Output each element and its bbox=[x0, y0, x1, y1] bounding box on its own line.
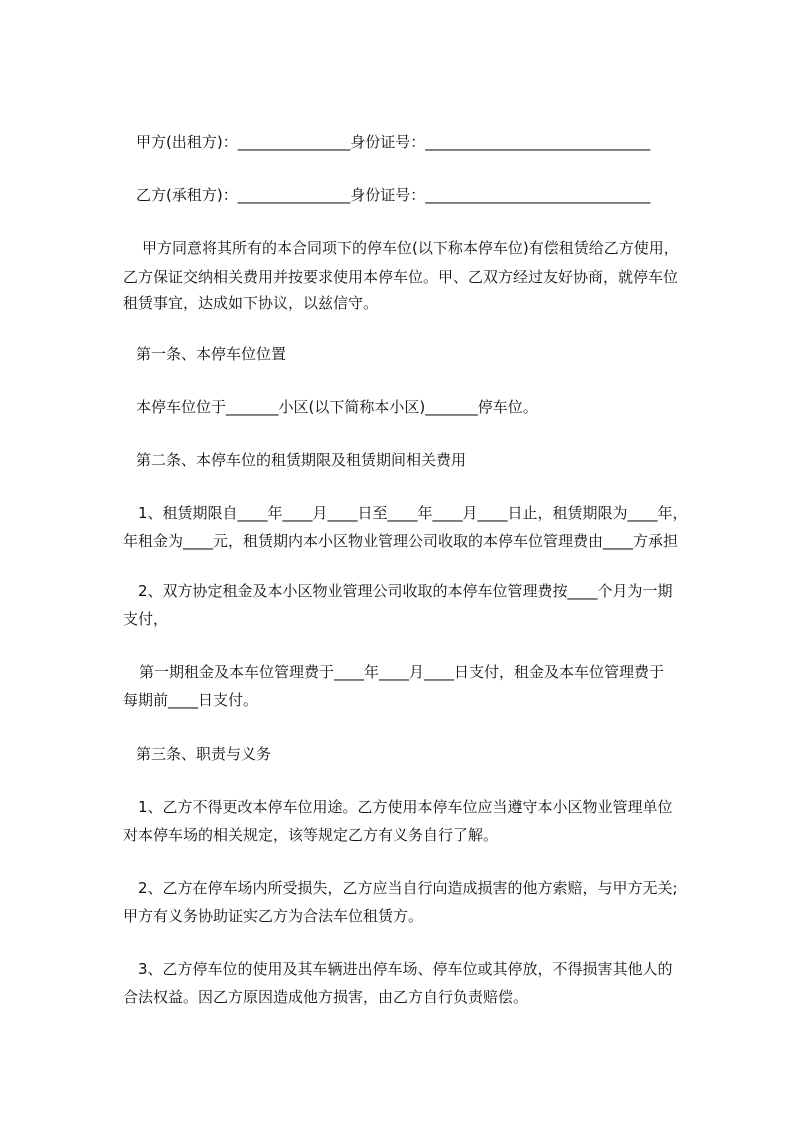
article2-item1-line-2: 年租金为____元，租赁期内本小区物业管理公司收取的本停车位管理费由____方承担 bbox=[123, 532, 679, 550]
article3-item3-line-1: 3、乙方停车位的使用及其车辆进出停车场、停车位或其停放，不得损害其他人的 bbox=[138, 960, 673, 978]
article2-item3-line-1: 第一期租金及本车位管理费于____年____月____日支付，租金及本车位管理费于 bbox=[139, 663, 665, 681]
article3-item3-line-2: 合法权益。因乙方原因造成他方损害，由乙方自行负责赔偿。 bbox=[123, 988, 529, 1006]
party-a-line: 甲方(出租方)：_______________身份证号：______________________________ bbox=[136, 133, 651, 151]
article3-title: 第三条、职责与义务 bbox=[136, 745, 272, 763]
preamble-line-3: 租赁事宜，达成如下协议，以兹信守。 bbox=[123, 294, 379, 312]
article2-item3-line-2: 每期前____日支付。 bbox=[123, 691, 259, 709]
article3-item2-line-2: 甲方有义务协助证实乙方为合法车位租赁方。 bbox=[123, 907, 424, 925]
preamble-line-1: 甲方同意将其所有的本合同项下的停车位(以下称本停车位)有偿租赁给乙方使用， bbox=[142, 239, 679, 257]
party-b-line: 乙方(承租方)：_______________身份证号：______________________________ bbox=[136, 186, 651, 204]
article1-body: 本停车位位于_______小区(以下简称本小区)_______停车位。 bbox=[136, 398, 538, 416]
article2-title: 第二条、本停车位的租赁期限及租赁期间相关费用 bbox=[136, 451, 467, 469]
article2-item1-line-1: 1、租赁期限自____年____月____日至____年____月____日止，租赁期限为____年， bbox=[138, 504, 688, 522]
preamble-line-2: 乙方保证交纳相关费用并按要求使用本停车位。甲、乙双方经过友好协商，就停车位 bbox=[123, 268, 679, 286]
article1-title: 第一条、本停车位位置 bbox=[136, 345, 287, 363]
article2-item2-line-2: 支付， bbox=[123, 610, 169, 628]
article3-item1-line-1: 1、乙方不得更改本停车位用途。乙方使用本停车位应当遵守本小区物业管理单位 bbox=[138, 798, 673, 816]
article2-item2-line-1: 2、双方协定租金及本小区物业管理公司收取的本停车位管理费按____个月为一期 bbox=[138, 582, 673, 600]
article3-item1-line-2: 对本停车场的相关规定，该等规定乙方有义务自行了解。 bbox=[123, 826, 499, 844]
article3-item2-line-1: 2、乙方在停车场内所受损失，乙方应当自行向造成损害的他方索赔，与甲方无关; bbox=[138, 879, 678, 897]
